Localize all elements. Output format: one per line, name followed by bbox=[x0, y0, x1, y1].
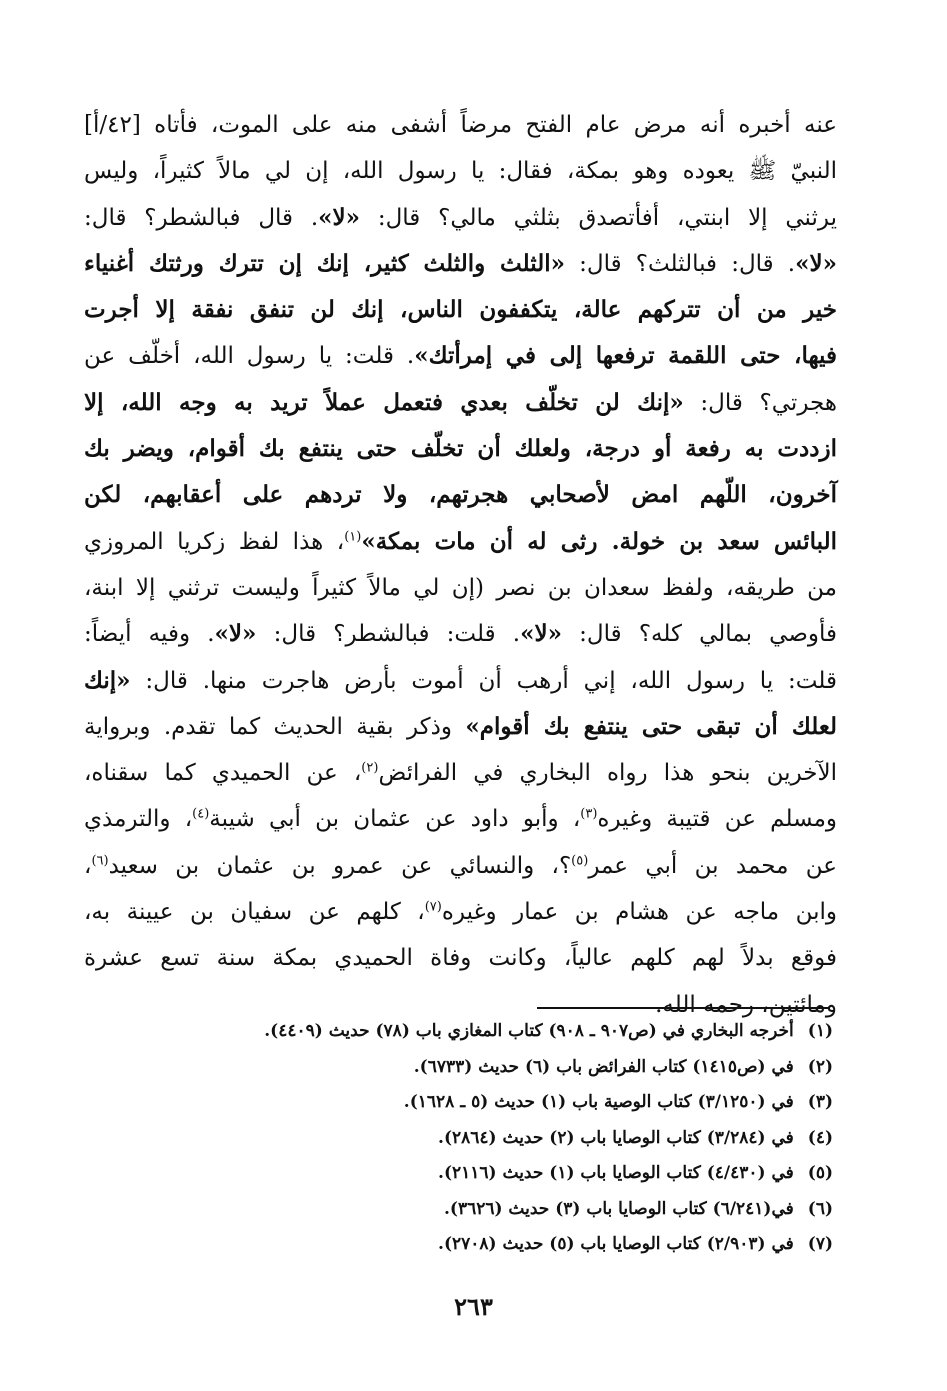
text-span: . قال فبالشطر؟ قال: bbox=[84, 204, 319, 231]
text-line bbox=[84, 241, 837, 287]
footnote bbox=[84, 1192, 833, 1228]
hadith-quote: «لا» bbox=[214, 620, 257, 648]
hadith-quote: البائس سعد بن خولة. رثى له أن مات بمكة» bbox=[361, 527, 838, 555]
text-span: فأوصي بمالي كله؟ قال: bbox=[561, 621, 837, 648]
text-line bbox=[84, 102, 837, 148]
footnote-text: في(٦/٢٤١) كتاب الوصايا باب (٣) حديث (٣٦٢٦). bbox=[443, 1198, 794, 1219]
footnote-ref: (١) bbox=[344, 529, 362, 545]
footnote-text: في (٢/٩٠٣) كتاب الوصايا باب (٥) حديث (٢٧٠٨). bbox=[438, 1234, 794, 1254]
footnote bbox=[84, 1014, 833, 1050]
text-span: فوقع بدلاً لهم كلهم عالياً، وكانت وفاة الحميدي بمكة سنة تسع عشرة bbox=[84, 945, 837, 972]
text-span: ومسلم عن قتيبة وغيره bbox=[597, 806, 838, 833]
text-line bbox=[84, 935, 837, 981]
footnote-number: (٦) bbox=[807, 1198, 833, 1219]
footnote-number: (٥) bbox=[807, 1163, 833, 1183]
hadith-quote: «الثلث والثلث كثير، إنك إن تترك ورثتك أغنياء bbox=[84, 249, 565, 277]
footnote-ref: (٣) bbox=[580, 806, 598, 822]
footnote-ref: (٥) bbox=[571, 853, 589, 869]
text-span: ومائتين، رحمه الله. bbox=[655, 991, 837, 1018]
hadith-quote: «لا» bbox=[318, 203, 361, 231]
text-line bbox=[84, 843, 837, 889]
hadith-quote: «لا» bbox=[795, 249, 837, 277]
text-span: ، هذا لفظ زكريا المروزي bbox=[84, 528, 345, 555]
text-span: ، وأبو داود عن عثمان بن أبي شيبة bbox=[209, 806, 581, 833]
text-line bbox=[84, 658, 837, 704]
hadith-quote: خير من أن تتركهم عالة، يتكففون الناس، إنك لن تنفق نفقة إلا أجرت bbox=[84, 296, 837, 324]
hadith-quote: فيها، حتى اللقمة ترفعها إلى في إمرأتك» bbox=[414, 342, 837, 370]
hadith-quote: آخرون، اللّهم امض لأصحابي هجرتهم، ولا تردهم على أعقابهم، لكن bbox=[84, 481, 837, 509]
text-span: ، كلهم عن سفيان بن عيينة به، bbox=[84, 899, 425, 926]
text-span: يرثني إلا ابنتي، أفأتصدق بثلثي مالي؟ قال: bbox=[360, 204, 837, 231]
footnote-text: أخرجه البخاري في (ص٩٠٧ ـ ٩٠٨) كتاب المغازي باب (٧٨) حديث (٤٤٠٩). bbox=[264, 1021, 794, 1041]
page-number: ٢٦٣ bbox=[454, 1292, 493, 1321]
footnote bbox=[84, 1121, 833, 1157]
text-line bbox=[84, 333, 837, 379]
hadith-quote: لعلك أن تبقى حتى ينتفع بك أقوام» bbox=[465, 712, 837, 740]
hadith-quote: ازددت به رفعة أو درجة، ولعلك أن تخلّف حتى ينتفع بك أقوام، ويضر بك bbox=[84, 435, 837, 463]
footnote-number: (٧) bbox=[807, 1234, 833, 1254]
footnote-ref: (٧) bbox=[424, 899, 442, 915]
text-span: وذكر بقية الحديث كما تقدم. وبرواية bbox=[84, 713, 466, 740]
footnote-separator bbox=[537, 1007, 830, 1009]
footnote-number: (٤) bbox=[807, 1127, 833, 1148]
text-line bbox=[84, 195, 837, 241]
text-span: ، والترمذي bbox=[84, 806, 193, 833]
footnote-text: في (٤/٤٣٠) كتاب الوصايا باب (١) حديث (٢١١٦). bbox=[438, 1163, 794, 1183]
hadith-quote: «لا» bbox=[520, 620, 562, 648]
text-span: عن محمد بن أبي عمر bbox=[588, 852, 837, 879]
text-span: . قال: فبالثلث؟ قال: bbox=[564, 250, 796, 277]
text-span: الآخرين بنحو هذا رواه البخاري في الفرائض bbox=[378, 760, 837, 787]
hadith-quote: «إنك bbox=[84, 666, 131, 694]
text-span: قلت: يا رسول الله، إني أرهب أن أموت بأرض هاجرت منها. قال: bbox=[130, 667, 837, 694]
footnote bbox=[84, 1156, 833, 1192]
footnote bbox=[84, 1227, 833, 1263]
footnote-number: (١) bbox=[807, 1021, 833, 1041]
text-line bbox=[84, 889, 837, 935]
footnote-number: (٢) bbox=[807, 1056, 833, 1077]
footnote-text: في (٣/٢٨٤) كتاب الوصايا باب (٢) حديث (٢٨٦٤). bbox=[438, 1127, 794, 1148]
text-span: عنه أخبره أنه مرض عام الفتح مرضاً أشفى منه على الموت، فأتاه [٤٢/أ] bbox=[84, 112, 837, 138]
text-span: النبيّ ﷺ يعوده وهو بمكة، فقال: يا رسول الله، إن لي مالاً كثيراً، وليس bbox=[84, 158, 837, 185]
text-span: هجرتي؟ قال: bbox=[683, 389, 837, 416]
footnote-ref: (٤) bbox=[192, 806, 210, 822]
text-line bbox=[84, 611, 837, 657]
text-span: ، عن الحميدي كما سقناه، bbox=[84, 760, 362, 787]
text-line bbox=[84, 519, 837, 565]
footnote-text: في (ص١٤١٥) كتاب الفرائض باب (٦) حديث (٦٧٣٣). bbox=[413, 1056, 794, 1077]
text-line bbox=[84, 796, 837, 842]
footnotes bbox=[84, 1014, 833, 1263]
text-line bbox=[84, 148, 837, 194]
text-line bbox=[84, 472, 837, 518]
text-line bbox=[84, 565, 837, 611]
footnote-ref: (٢) bbox=[361, 760, 379, 776]
text-span: . وفيه أيضاً: bbox=[84, 621, 215, 648]
text-line bbox=[84, 426, 837, 472]
text-line bbox=[84, 704, 837, 750]
text-line bbox=[84, 750, 837, 796]
footnote bbox=[84, 1050, 833, 1086]
text-line bbox=[84, 287, 837, 333]
text-line bbox=[84, 380, 837, 426]
text-span: من طريقه، ولفظ سعدان بن نصر (إن لي مالاً كثيراً وليست ترثني إلا ابنة، bbox=[84, 574, 837, 601]
text-span: . قلت: يا رسول الله، أخلّف عن bbox=[84, 343, 415, 370]
main-text bbox=[84, 102, 837, 1028]
text-span: ؟، والنسائي عن عمرو بن عثمان بن سعيد bbox=[108, 852, 572, 879]
footnote bbox=[84, 1085, 833, 1121]
footnote-text: في (٣/١٢٥٠) كتاب الوصية باب (١) حديث (٥ ـ ١٦٢٨). bbox=[403, 1092, 794, 1112]
footnote-ref: (٦) bbox=[91, 853, 109, 869]
hadith-quote: «إنك لن تخلّف بعدي فتعمل عملاً تريد به وجه الله، إلا bbox=[84, 388, 684, 416]
text-span: . قلت: فبالشطر؟ قال: bbox=[256, 621, 521, 648]
footnote-number: (٣) bbox=[807, 1092, 833, 1112]
text-span: وابن ماجه عن هشام بن عمار وغيره bbox=[441, 899, 837, 926]
text-span: ، bbox=[84, 852, 92, 879]
